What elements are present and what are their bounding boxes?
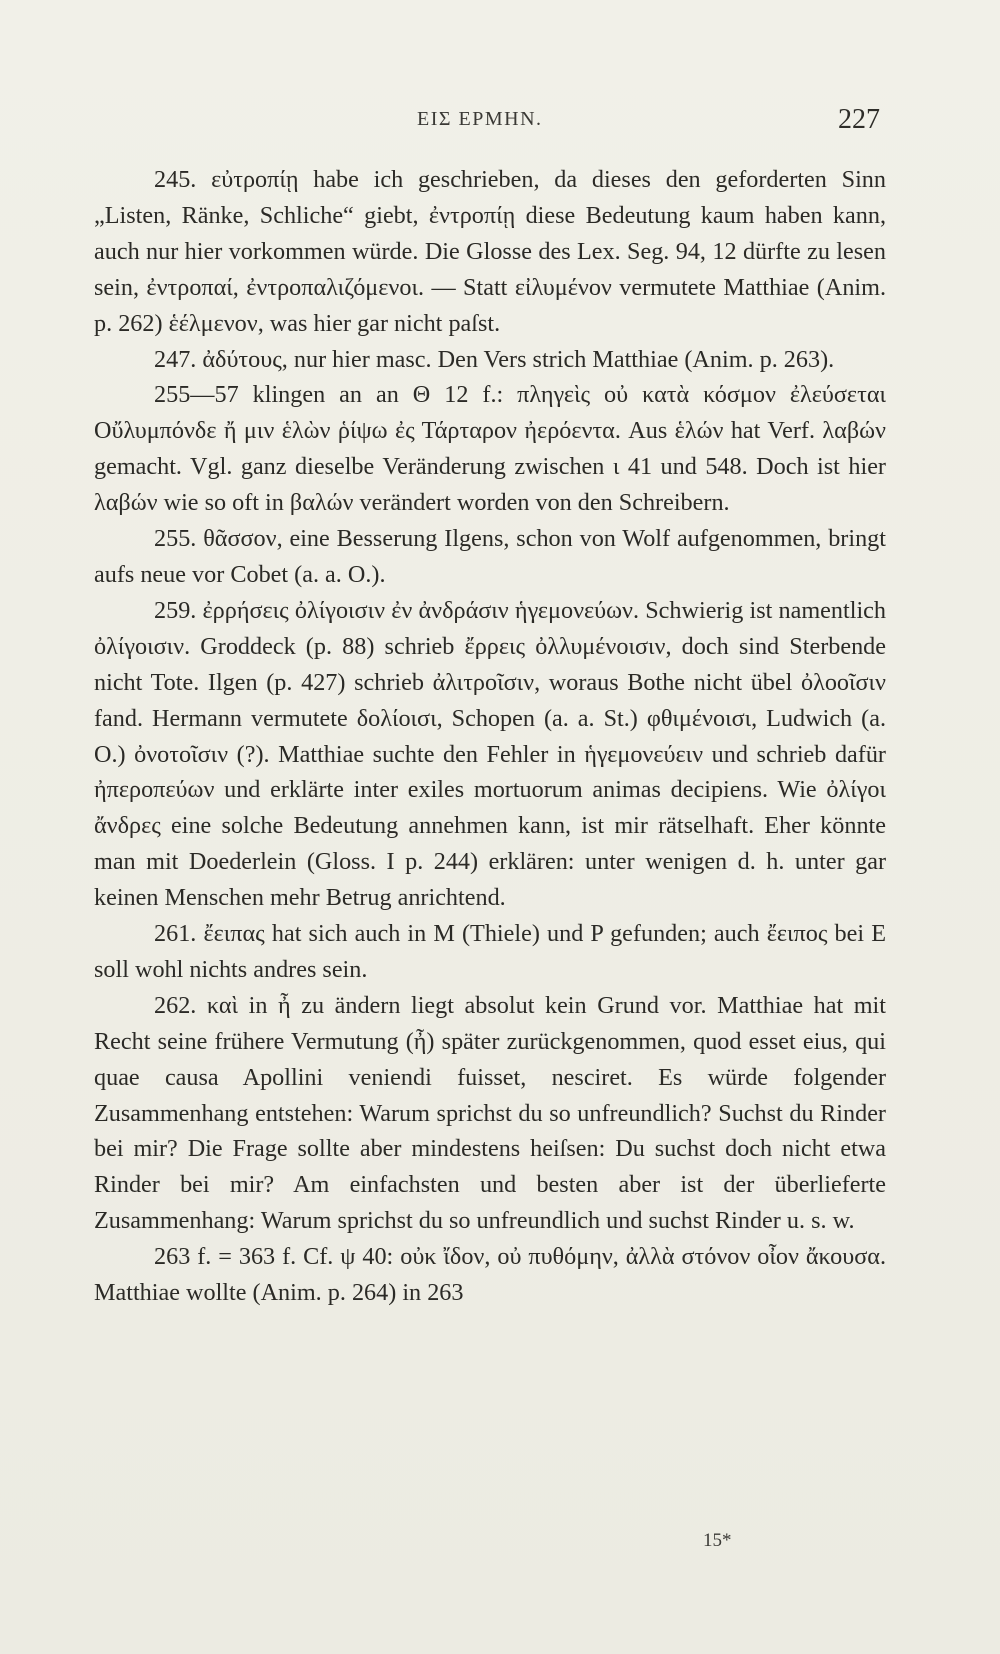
note-255-57: 255—57 klingen an an Θ 12 f.: πληγεὶς οὐ κατὰ κόσμον ἐλεύσεται Οὔλυμπόνδε ἤ μιν ἑλὼν ῥίψω ἐς Τάρταρον ἠερόεντα. Aus ἑλών hat Verf. λαβών gemacht. Vgl. ganz dieselbe Veränderung zwischen ι 41 und 548. Doch ist hier λαβών wie so oft in βαλών verändert worden von den Schreibern. [94, 381, 886, 517]
running-title: ΕΙΣ ΕΡΜΗΝ. [417, 108, 543, 130]
note-261: 261. ἔειπας hat sich auch in M (Thiele) und P gefunden; auch ἔειπος bei E soll wohl nichts andres sein. [94, 920, 886, 983]
note-255: 255. θᾶσσον, eine Besserung Ilgens, schon von Wolf aufgenommen, bringt aufs neue vor Cobet (a. a. O.). [94, 525, 886, 588]
note-263: 263 f. = 363 f. Cf. ψ 40: οὐκ ἴδον, οὐ πυθόμην, ἀλλὰ στόνον οἶον ἄκουσα. Matthiae wollte (Anim. p. 264) in 263 [94, 1243, 886, 1307]
body-text [94, 162, 886, 1311]
running-head [0, 104, 1000, 144]
note-259: 259. ἐρρήσεις ὀλίγοισιν ἐν ἀνδράσιν ἡγεμονεύων. Schwierig ist namentlich ὀλίγοισιν. Groddeck (p. 88) schrieb ἔρρεις ὀλλυμένοισιν, doch sind Sterbende nicht Tote. Ilgen (p. 427) schrieb ἀλιτροῖσιν, woraus Bothe nicht übel ὀλοοῖσιν fand. Hermann vermutete δολίοισι, Schopen (a. a. St.) φθιμένοισι, Ludwich (a. O.) ὀνοτοῖσιν (?). Matthiae suchte den Fehler in ἡγεμονεύειν und schrieb dafür ἠπεροπεύων und erklärte inter exiles mortuorum animas decipiens. Wie ὀλίγοι ἄνδρες eine solche Bedeutung annehmen kann, ist mir rätselhaft. Eher könnte man mit Doederlein (Gloss. I p. 244) erklären: unter wenigen d. h. unter gar keinen Menschen mehr Betrug anrichtend. [94, 596, 886, 912]
page-number: 227 [838, 104, 880, 135]
note-262: 262. καὶ in ἦ zu ändern liegt absolut kein Grund vor. Matthiae hat mit Recht seine frühere Vermutung (ἦ) später zurückgenommen, quod esset eius, qui quae causa Apollini veniendi fuisset, nesciret. Es würde folgender Zusammenhang entstehen: Warum sprichst du so unfreundlich? Suchst du Rinder bei mir? Die Frage sollte aber mindestens heiſsen: Du suchst doch nicht etwa Rinder bei mir? Am einfachsten und besten aber ist der überlieferte Zusammenhang: Warum sprichst du so unfreundlich und suchst Rinder u. s. w. [94, 991, 886, 1235]
note-245: 245. εὐτροπίῃ habe ich geschrieben, da dieses den geforderten Sinn „Listen, Ränke, Schliche“ giebt, ἐντροπίῃ diese Bedeutung kaum haben kann, auch nur hier vorkommen würde. Die Glosse des Lex. Seg. 94, 12 dürfte zu lesen sein, ἐντροπαί, ἐντροπαλιζόμενοι. — Statt εἰλυμένον vermutete Matthiae (Anim. p. 262) ἑέλμενον, was hier gar nicht paſst. [94, 166, 886, 337]
note-247: 247. ἀδύτους, nur hier masc. Den Vers strich Matthiae (Anim. p. 263). [154, 345, 835, 373]
signature-mark: 15* [703, 1530, 732, 1551]
